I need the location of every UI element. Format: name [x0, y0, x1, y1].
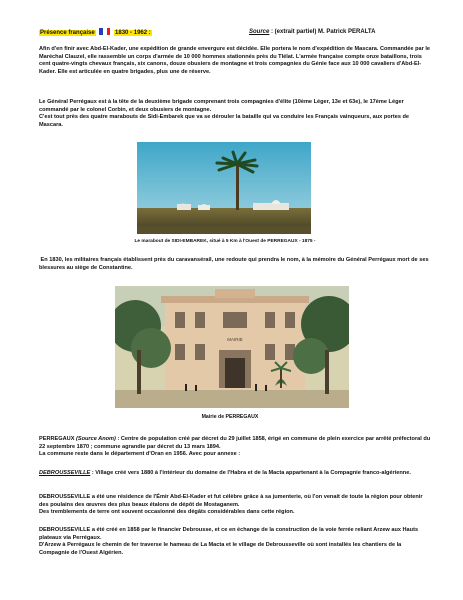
marabout-illustration [137, 142, 311, 234]
mairie-sign: MAIRIE [227, 337, 243, 342]
source-text: : (extrait partiel) M. Patrick PERALTA [269, 29, 376, 35]
header-title: Présence française [40, 30, 95, 36]
redoute-text: , les militaires français établissent près du caravansérail, une redoute qui prendra le nom, à la mémoire du Général Perrégaux mort de ses blessures au siège de Constantine. [39, 257, 429, 271]
caption-mairie: Mairie de PERREGAUX [201, 414, 259, 420]
mairie-illustration [115, 286, 349, 408]
marabout-photo [137, 142, 311, 234]
railway-line-1: DEBROUSSEVILLE a été créé en 1858 par le financier Debrousse, et ce en échange de la construction de la voie ferrée reliant Arzew aux Hauts plateaux via Perrégaux. [39, 527, 419, 541]
header-years: 1830 - 1962 : [115, 30, 151, 36]
mairie-photo [115, 286, 349, 408]
header-source [249, 28, 375, 36]
paragraph-redoute: En 1830, les militaires français établissent près du caravansérail, une redoute qui prendra le nom, à la mémoire du Général Perrégaux mort de ses blessures au siège de Constantine. [39, 257, 429, 271]
brigade-line-1: Le Général Perrégaux est à la tête de la deuxième brigade comprenant trois compagnies d'élite (10ème Léger, 13e et 63e), le 17ème Léger commandé par le colonel Corbin, et deux obusiers de montagne. [39, 99, 404, 113]
perregaux-line-2: La commune reste dans le département d'Oran en 1956. Avec pour annexe : [39, 451, 241, 458]
debrousseville-text: : Village créé vers 1880 à l'intérieur du domaine de l'Habra et de la Macta appartenant à la Compagnie franco-algérienne. [90, 470, 411, 476]
document-header [39, 28, 439, 37]
redoute-year: 1830 [49, 257, 62, 263]
paragraph-expedition: Afin d'en finir avec Abd-El-Kader, une expédition de grande envergure est décidée. Elle portera le nom d'expédition de Mascara. Commandée par le Maréchal Clauzel, elle rassemble un corps d'armée de 10 000 hommes stationnés près du Tlélat. L'armée française compte onze bataillons, trois cent quatre-vingts chevaux français, six canons, douze obusiers de montagne et trois compagnies du Génie face aux 10 000 cavaliers d'Abd-El-Kader. Elle est articulée en quatre brigades, plus une de réserve. [39, 46, 431, 75]
paragraph-perregaux-commune [39, 436, 431, 459]
perregaux-text: : Centre de population créé par décret du 29 juillet 1858, érigé en commune de plein exercice par arrêté préfectoral du 22 septembre 1870 ; commune agrandie par décret du 13 mars 1894. [39, 436, 431, 450]
railway-line-2: D'Arzew à Perrégaux le chemin de fer traverse le hameau de La Macta et le village de Debrousseville où sont installés les chantiers de la Compagnie de l'Ouest Algérien. [39, 542, 402, 556]
perregaux-line-1 [39, 436, 431, 451]
paragraph-perregaux-brigade [39, 99, 431, 129]
brigade-line-2: C'est tout près des quatre marabouts de Sidi-Embarek que va se dérouler la bataille qui va conduire les Français vainqueurs, aux portes de Mascara. [39, 114, 410, 128]
source-label: Source [249, 29, 270, 35]
paragraph-debrousseville-jumenterie [39, 494, 431, 517]
perregaux-title: PERREGAUX [39, 436, 75, 442]
debrousseville-title: DEBROUSSEVILLE [39, 470, 91, 476]
jumenterie-line-1: DEBROUSSEVILLE a été une résidence de l'Émir Abd-El-Kader et fut célèbre grâce à sa jumenterie, où l'on venait de toute la région pour obtenir des poulains des œuvres des plus beaux étalons de dépôt de Mostaganem. [39, 494, 423, 508]
paragraph-debrousseville-creation [39, 470, 431, 478]
jumenterie-line-2: Des tremblements de terre ont souvent occasionné des dégâts considérables dans cette région. [39, 509, 295, 516]
french-flag-icon [99, 28, 110, 35]
perregaux-source: (Source Anom) [76, 436, 116, 442]
caption-marabout: Le marabout de SIDI-EMBAREK, situé à 5 Km à l'Ouest de PERREGAUX - 1875 - [134, 239, 316, 244]
paragraph-debrousseville-railway [39, 527, 431, 557]
